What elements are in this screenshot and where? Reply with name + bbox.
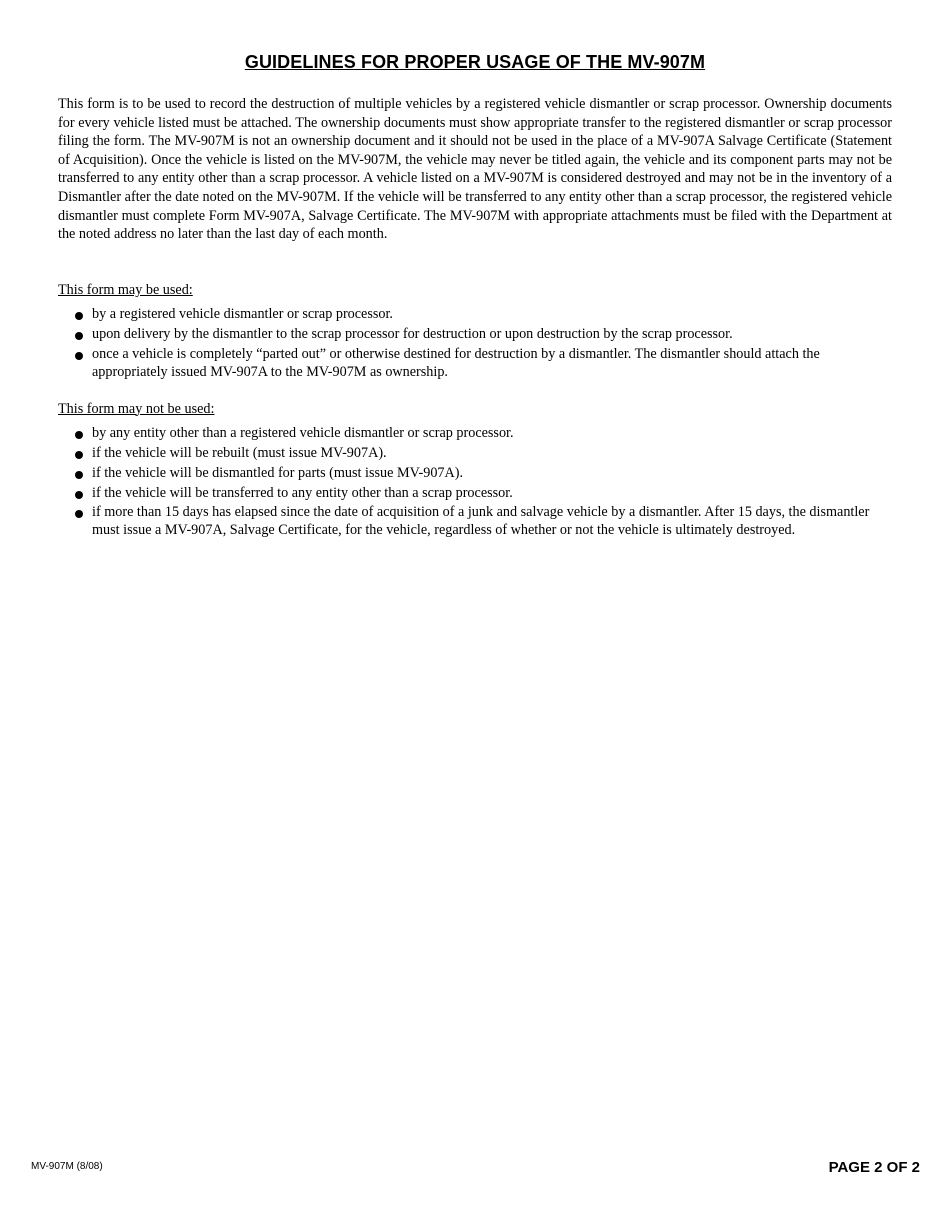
bullet-icon	[75, 312, 83, 320]
list-item: once a vehicle is completely “parted out” or otherwise destined for destruction by a dismantler. The dismantler should attach the appropriately issued MV-907A to the MV-907M as ownership.	[58, 346, 892, 382]
form-id: MV-907M (8/08)	[31, 1161, 103, 1172]
may-be-used-list	[58, 306, 892, 381]
list-item: upon delivery by the dismantler to the scrap processor for destruction or upon destruction by the scrap processor.	[58, 326, 892, 344]
page-number: PAGE 2 OF 2	[828, 1159, 920, 1176]
list-item: if the vehicle will be rebuilt (must issue MV-907A).	[58, 445, 892, 463]
bullet-icon	[75, 431, 83, 439]
intro-paragraph: This form is to be used to record the destruction of multiple vehicles by a registered vehicle dismantler or scrap processor. Ownership documents for every vehicle listed must be attached. The ownership documents must show appropriate transfer to the registered dismantler or scrap processor filing the form. The MV-907M is not an ownership document and it should not be used in the place of a MV-907A Salvage Certificate (Statement of Acquisition). Once the vehicle is listed on the MV-907M, the vehicle may never be titled again, the vehicle and its component parts may not be transferred to any entity other than a scrap processor. A vehicle listed on a MV-907M is considered destroyed and may not be in the inventory of a Dismantler after the date noted on the MV-907M. If the vehicle will be transferred to any entity other than a scrap processor, the registered vehicle dismantler must complete Form MV-907A, Salvage Certificate. The MV-907M with appropriate attachments must be filed with the Department at the noted address no later than the last day of each month.	[58, 96, 892, 243]
bullet-icon	[75, 352, 83, 360]
list-item: if more than 15 days has elapsed since the date of acquisition of a junk and salvage vehicle by a dismantler. After 15 days, the dismantler must issue a MV-907A, Salvage Certificate, for the vehicle, regardless of whether or not the vehicle is ultimately destroyed.	[58, 504, 892, 540]
page-title: GUIDELINES FOR PROPER USAGE OF THE MV-907M	[244, 52, 706, 72]
guidelines-body	[58, 95, 892, 542]
bullet-icon	[75, 491, 83, 499]
list-item: if the vehicle will be transferred to any entity other than a scrap processor.	[58, 485, 892, 503]
list-item: if the vehicle will be dismantled for parts (must issue MV-907A).	[58, 465, 892, 483]
bullet-icon	[75, 451, 83, 459]
list-item: by a registered vehicle dismantler or scrap processor.	[58, 306, 892, 324]
may-not-be-used-heading: This form may not be used:	[58, 400, 215, 417]
bullet-icon	[75, 471, 83, 479]
may-not-be-used-list	[58, 425, 892, 540]
list-item: by any entity other than a registered vehicle dismantler or scrap processor.	[58, 425, 892, 443]
bullet-icon	[75, 332, 83, 340]
bullet-icon	[75, 510, 83, 518]
may-be-used-heading: This form may be used:	[58, 281, 193, 298]
